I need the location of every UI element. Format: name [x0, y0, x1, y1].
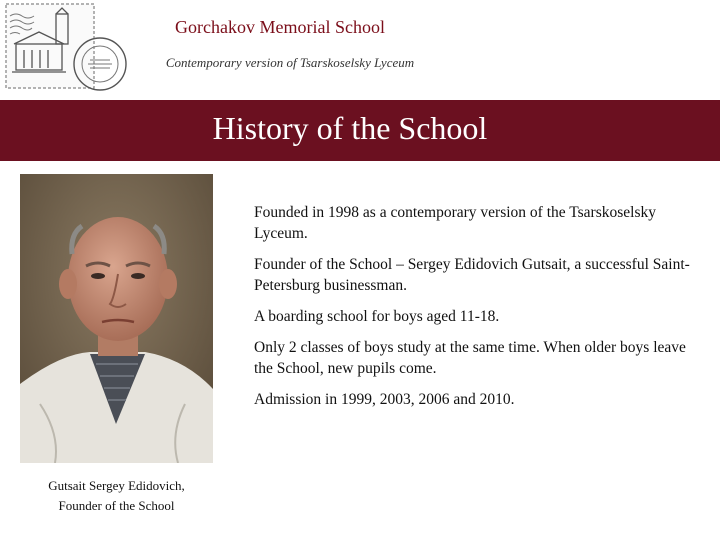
- school-subtitle: Contemporary version of Tsarskoselsky Lyceum: [165, 55, 415, 70]
- portrait-caption: [18, 476, 215, 516]
- founder-portrait: [20, 174, 213, 463]
- list-item: Admission in 1999, 2003, 2006 and 2010.: [254, 391, 515, 408]
- school-logo-icon: [2, 2, 130, 94]
- list-item: A boarding school for boys aged 11-18.: [254, 308, 500, 325]
- list-item: Only 2 classes of boys study at the same time. When older boys leave the School, new pupils come.: [254, 339, 686, 377]
- list-item: Founder of the School – Sergey Edidovich Gutsait, a successful Saint-Petersburg businessman.: [254, 256, 690, 294]
- school-name: Gorchakov Memorial School: [175, 17, 385, 37]
- page-title: History of the School: [212, 110, 488, 146]
- caption-line-name: Gutsait Sergey Edidovich,: [48, 478, 185, 493]
- list-item: Founded in 1998 as a contemporary version of the Tsarskoselsky Lyceum.: [254, 204, 656, 242]
- caption-line-role: Founder of the School: [58, 498, 175, 513]
- history-list: [254, 202, 694, 420]
